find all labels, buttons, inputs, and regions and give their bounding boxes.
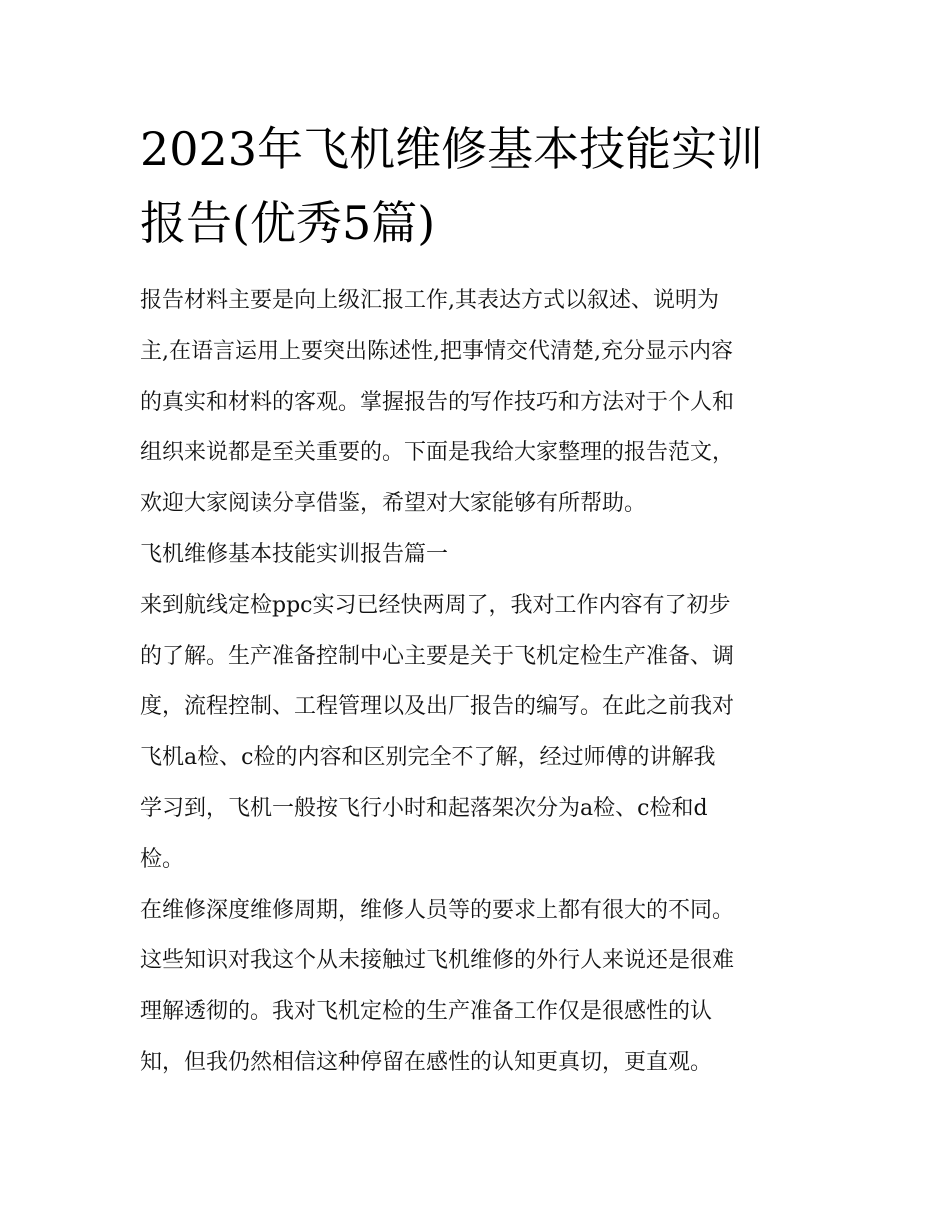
body-line: 知，但我仍然相信这种停留在感性的认知更真切，更直观。 <box>140 1049 713 1075</box>
body-line: 来到航线定检ppc实习已经快两周了，我对工作内容有了初步 <box>140 592 731 618</box>
body-line: 度，流程控制、工程管理以及出厂报告的编写。在此之前我对 <box>140 694 735 720</box>
body-line: 这些知识对我这个从未接触过飞机维修的外行人来说还是很难 <box>140 948 735 974</box>
title-line-2: 报告(优秀5篇) <box>140 196 436 250</box>
body-line: 的真实和材料的客观。掌握报告的写作技巧和方法对于个人和 <box>140 389 735 415</box>
title-line-1: 2023年飞机维修基本技能实训 <box>140 122 764 176</box>
document-title <box>140 112 820 260</box>
body-line: 报告材料主要是向上级汇报工作,其表达方式以叙述、说明为 <box>140 288 719 313</box>
body-line: 的了解。生产准备控制中心主要是关于飞机定检生产准备、调 <box>140 643 735 669</box>
section-heading: 飞机维修基本技能实训报告篇一 <box>140 541 449 567</box>
body-line: 学习到，飞机一般按飞行小时和起落架次分为a检、c检和d <box>140 795 708 821</box>
body-line: 在维修深度维修周期，维修人员等的要求上都有很大的不同。 <box>140 897 735 923</box>
document-body <box>140 276 820 1089</box>
body-line: 检。 <box>140 846 185 872</box>
body-line: 理解透彻的。我对飞机定检的生产准备工作仅是很感性的认 <box>140 999 713 1025</box>
body-line: 飞机a检、c检的内容和区别完全不了解，经过师傅的讲解我 <box>140 745 716 771</box>
body-line: 主,在语言运用上要突出陈述性,把事情交代清楚,充分显示内容 <box>140 338 733 364</box>
body-line: 组织来说都是至关重要的。下面是我给大家整理的报告范文， <box>140 440 735 466</box>
body-line: 欢迎大家阅读分享借鉴，希望对大家能够有所帮助。 <box>140 491 647 517</box>
